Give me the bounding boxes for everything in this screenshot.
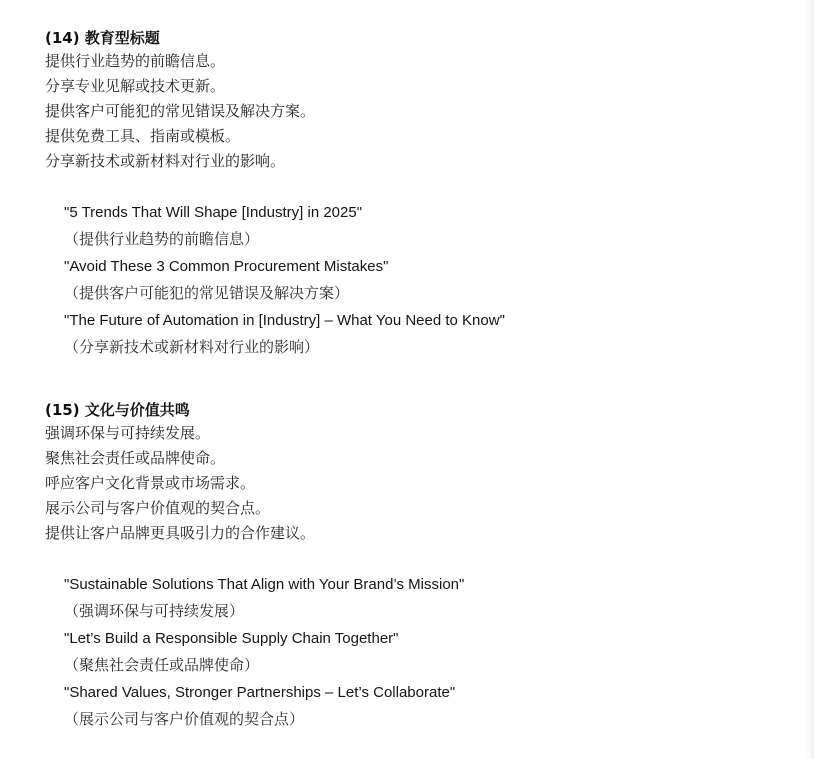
page-edge-shadow [806, 0, 814, 759]
example-note: （展示公司与客户价值观的契合点） [64, 710, 305, 728]
example-title: "5 Trends That Will Shape [Industry] in 2025" [64, 204, 363, 221]
point-item: 提供行业趋势的前瞻信息。 [45, 52, 226, 70]
example-title: "The Future of Automation in [Industry] – What You Need to Know" [64, 312, 505, 329]
point-item: 提供让客户品牌更具吸引力的合作建议。 [45, 524, 316, 542]
example-note: （强调环保与可持续发展） [64, 602, 245, 620]
section-heading: (15) 文化与价值共鸣 [45, 401, 190, 419]
example-list [45, 199, 785, 361]
example-title: "Sustainable Solutions That Align with Your Brand’s Mission" [64, 576, 465, 593]
example-list [45, 571, 785, 733]
example-note: （提供客户可能犯的常见错误及解决方案） [64, 284, 350, 302]
example-note: （聚焦社会责任或品牌使命） [64, 656, 260, 674]
point-item: 展示公司与客户价值观的契合点。 [45, 499, 271, 517]
point-item: 提供客户可能犯的常见错误及解决方案。 [45, 102, 316, 120]
section-heading: (14) 教育型标题 [45, 29, 160, 47]
point-item: 强调环保与可持续发展。 [45, 424, 211, 442]
point-item: 聚焦社会责任或品牌使命。 [45, 449, 226, 467]
point-item: 提供免费工具、指南或模板。 [45, 127, 241, 145]
point-item: 呼应客户文化背景或市场需求。 [45, 474, 256, 492]
point-item: 分享专业见解或技术更新。 [45, 77, 226, 95]
point-item: 分享新技术或新材料对行业的影响。 [45, 152, 286, 170]
example-note: （分享新技术或新材料对行业的影响） [64, 338, 320, 356]
section-educational-titles [45, 27, 785, 361]
example-title: "Avoid These 3 Common Procurement Mistakes" [64, 258, 389, 275]
example-title: "Shared Values, Stronger Partnerships – Let’s Collaborate" [64, 684, 456, 701]
example-title: "Let’s Build a Responsible Supply Chain Together" [64, 630, 399, 647]
section-culture-values [45, 399, 785, 733]
example-note: （提供行业趋势的前瞻信息） [64, 230, 260, 248]
